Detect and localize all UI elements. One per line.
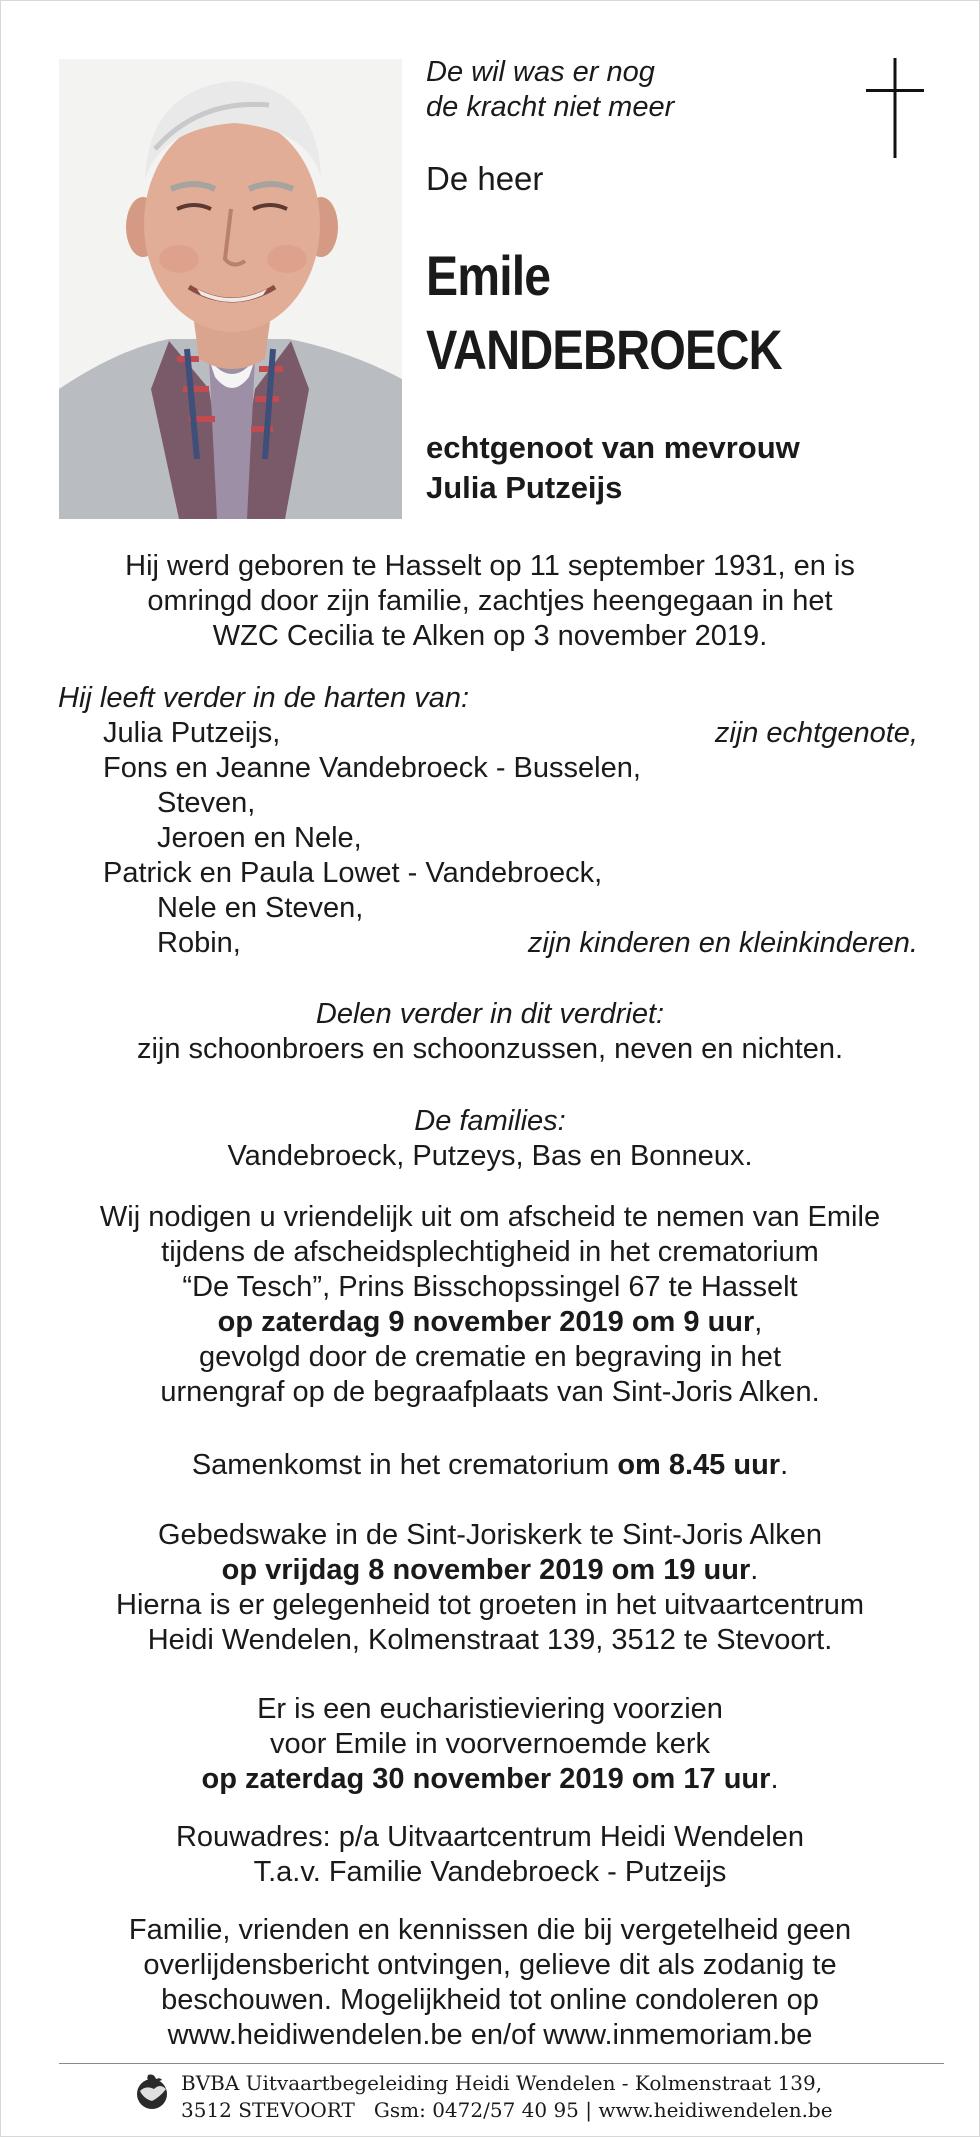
vigil-line-1: Gebedswake in de Sint-Joriskerk te Sint-Joris Alken <box>157 1519 823 1551</box>
notice-line-4: www.heidiwendelen.be en/of www.inmemoriam.be <box>167 2019 813 2051</box>
spouse-line-1: echtgenoot van mevrouw <box>426 430 800 465</box>
ceremony-section <box>40 1200 940 1410</box>
spouse-line-2: Julia Putzeijs <box>426 470 623 505</box>
vigil-line-3: Hierna is er gelegenheid tot groeten in het uitvaartcentrum <box>116 1589 864 1621</box>
grief-heading: Delen verder in dit verdriet: <box>315 998 665 1030</box>
vigil-date-bold: op vrijdag 8 november 2019 om 19 uur <box>221 1554 751 1586</box>
survivor-row <box>58 926 918 961</box>
survivor-row <box>58 751 918 786</box>
gathering-line <box>40 1448 940 1483</box>
survivor-row <box>58 786 918 821</box>
birth-paragraph <box>40 549 940 654</box>
families-section <box>40 1104 940 1174</box>
footer-line-1: BVBA Uitvaartbegeleiding Heidi Wendelen - Kolmenstraat 139, <box>181 2071 823 2095</box>
vigil-line-4: Heidi Wendelen, Kolmenstraat 139, 3512 te Stevoort. <box>147 1624 833 1656</box>
deceased-first-name: Emile <box>426 244 551 307</box>
survivor-relation: zijn kinderen en kleinkinderen. <box>527 927 918 959</box>
cross-icon <box>866 58 924 158</box>
survivor-name: Patrick en Paula Lowet - Vandebroeck, <box>103 857 603 889</box>
eucharist-line-2: voor Emile in voorvernoemde kerk <box>269 1728 710 1760</box>
survivor-name: Steven, <box>157 787 256 819</box>
survivor-name: Nele en Steven, <box>157 892 364 924</box>
portrait-illustration <box>59 59 402 519</box>
eucharist-date <box>40 1762 940 1797</box>
portrait-photo <box>59 59 402 519</box>
notice-line-2: overlijdensbericht ontvingen, gelieve dit als zodanig te <box>143 1949 837 1981</box>
deceased-last-name: VANDEBROECK <box>426 318 782 381</box>
notice-section <box>40 1913 940 2053</box>
mourning-address-line-1: Rouwadres: p/a Uitvaartcentrum Heidi Wendelen <box>175 1821 805 1853</box>
survivor-row <box>58 716 918 751</box>
globe-dove-logo-icon <box>132 2071 172 2111</box>
families-heading: De families: <box>414 1105 566 1137</box>
survivor-name: Julia Putzeijs, <box>103 717 281 749</box>
gathering-suffix: . <box>780 1449 789 1481</box>
mourning-address <box>40 1820 940 1890</box>
gathering-section <box>40 1448 940 1483</box>
vigil-date <box>40 1553 940 1588</box>
footer-divider <box>59 2063 944 2064</box>
ceremony-date-suffix: , <box>754 1306 763 1338</box>
spouse-info <box>426 428 800 508</box>
footer-text <box>181 2070 833 2124</box>
motto-line-2: de kracht niet meer <box>426 91 675 123</box>
birth-line-1: Hij werd geboren te Hasselt op 11 september 1931, en is <box>125 550 855 582</box>
ceremony-line-3: “De Tesch”, Prins Bisschopssingel 67 te Hasselt <box>182 1271 798 1303</box>
vigil-section <box>40 1518 940 1658</box>
survivors-heading: Hij leeft verder in de harten van: <box>58 682 470 714</box>
gathering-time: om 8.45 uur <box>617 1449 781 1481</box>
ceremony-line-1: Wij nodigen u vriendelijk uit om afscheid te nemen van Emile <box>99 1201 881 1233</box>
grief-section <box>40 997 940 1067</box>
ceremony-date <box>40 1305 940 1340</box>
birth-line-2: omringd door zijn familie, zachtjes heengegaan in het <box>147 585 833 617</box>
mourning-address-line-2: T.a.v. Familie Vandebroeck - Putzeijs <box>253 1856 727 1888</box>
notice-line-3: beschouwen. Mogelijkheid tot online condoleren op <box>161 1984 819 2016</box>
survivor-relation: zijn echtgenote, <box>714 717 918 749</box>
birth-line-3: WZC Cecilia te Alken op 3 november 2019. <box>212 620 768 652</box>
grief-text: zijn schoonbroers en schoonzussen, neven en nichten. <box>136 1033 844 1065</box>
motto-line-1: De wil was er nog <box>426 56 655 88</box>
survivor-name: Fons en Jeanne Vandebroeck - Busselen, <box>103 752 641 784</box>
eucharist-section <box>40 1692 940 1797</box>
notice-line-1: Familie, vrienden en kennissen die bij vergetelheid geen <box>128 1914 852 1946</box>
families-text: Vandebroeck, Putzeys, Bas en Bonneux. <box>227 1140 753 1172</box>
ceremony-line-5: gevolgd door de crematie en begraving in het <box>199 1341 781 1373</box>
survivor-row <box>58 821 918 856</box>
eucharist-date-bold: op zaterdag 30 november 2019 om 17 uur <box>201 1763 771 1795</box>
survivor-name: Robin, <box>157 927 241 959</box>
eucharist-line-1: Er is een eucharistieviering voorzien <box>257 1693 723 1725</box>
gathering-prefix: Samenkomst in het crematorium <box>191 1449 618 1481</box>
vigil-date-suffix: . <box>750 1554 759 1586</box>
eucharist-date-suffix: . <box>770 1763 779 1795</box>
survivors-section <box>58 681 918 961</box>
survivor-row <box>58 856 918 891</box>
salutation: De heer <box>426 160 544 197</box>
motto <box>426 55 674 125</box>
ceremony-date-bold: op zaterdag 9 november 2019 om 9 uur <box>217 1306 755 1338</box>
survivor-row <box>58 891 918 926</box>
ceremony-line-2: tijdens de afscheidsplechtigheid in het crematorium <box>161 1236 819 1268</box>
survivor-name: Jeroen en Nele, <box>157 822 362 854</box>
footer-line-2: 3512 STEVOORT Gsm: 0472/57 40 95 | www.heidiwendelen.be <box>181 2098 833 2122</box>
ceremony-line-6: urnengraf op de begraafplaats van Sint-Joris Alken. <box>160 1376 820 1408</box>
